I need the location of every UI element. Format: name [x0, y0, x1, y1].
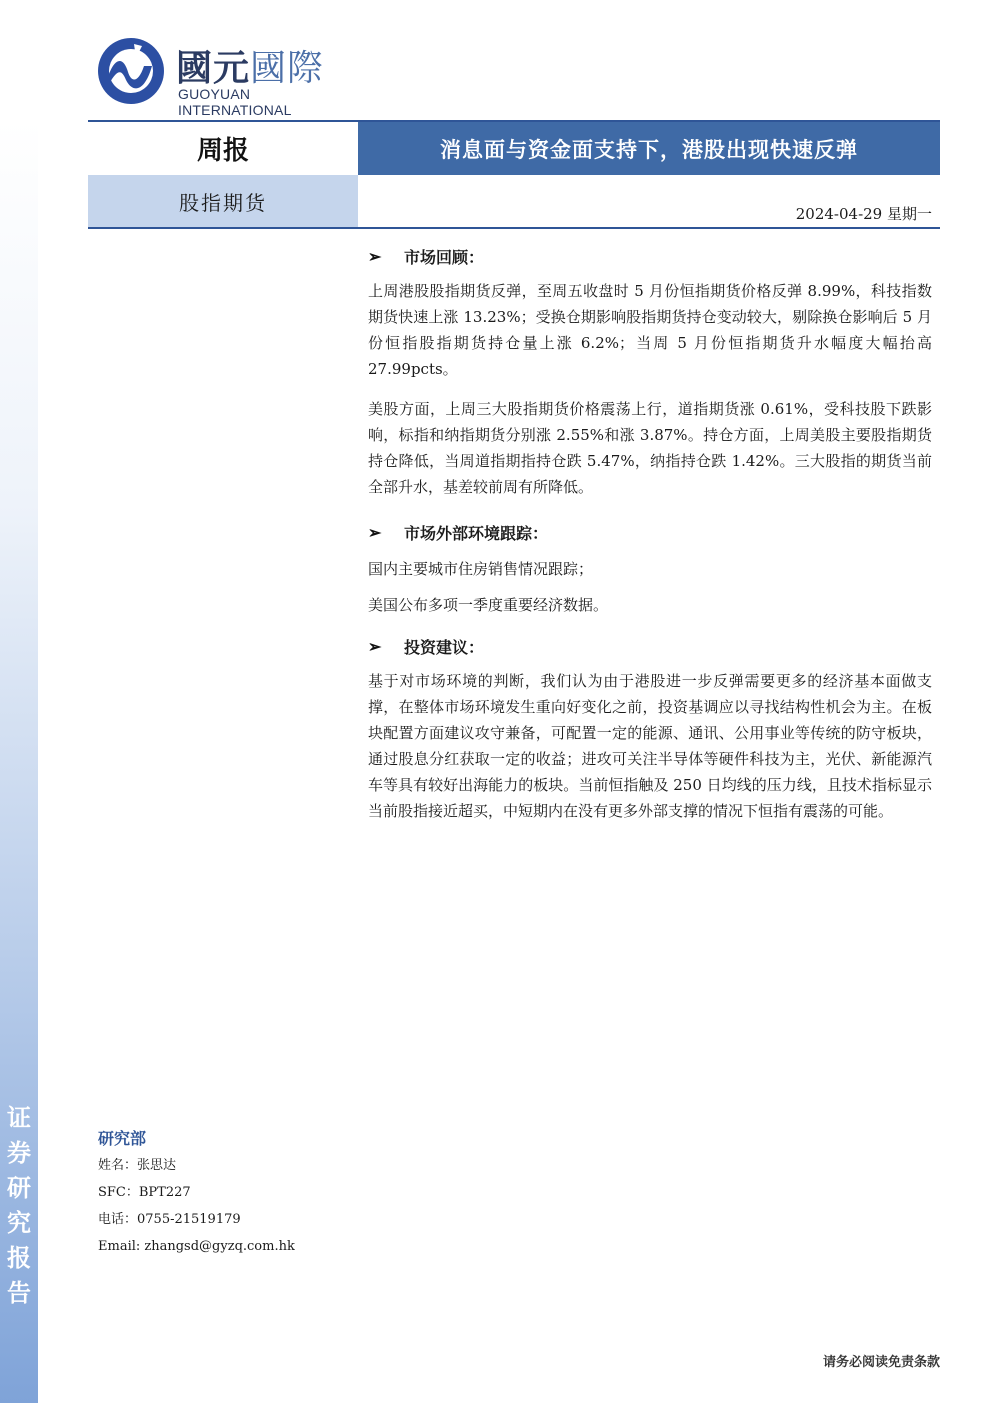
header-bottom-rule — [88, 227, 940, 229]
analyst-info — [98, 1126, 358, 1260]
section-heading-investment-advice — [368, 628, 932, 664]
arrow-bullet-icon: ➢ — [368, 522, 382, 542]
company-logo — [96, 36, 366, 118]
arrow-bullet-icon: ➢ — [368, 246, 382, 266]
analyst-department: 研究部 — [98, 1129, 147, 1148]
analyst-email[interactable]: Email: zhangsd@gyzq.com.hk — [98, 1239, 295, 1254]
report-date: 2024-04-29 星期一 — [795, 205, 932, 223]
logo-mark-icon — [96, 36, 166, 106]
paragraph: 美国公布多项一季度重要经济数据。 — [368, 596, 609, 614]
paragraph: 基于对市场环境的判断，我们认为由于港股进一步反弹需要更多的经济基本面做支撑，在整体市场环境发生重向好变化之前，投资基调应以寻找结构性机会为主。在板块配置方面建议攻守兼备，可配置一定的能源、通讯、公用事业等传统的防守板块，通过股息分红获取一定的收益；进攻可关注半导体等硬件科技为主，光伏、新能源汽车等具有较好出海能力的板块。当前恒指触及 250 日均线的压力线，且技术指标显示当前股指接近超买，中短期内在没有更多外部支撑的情况下恒指有震荡的可能。 — [368, 672, 932, 820]
logo-cn-part2: 國際 — [250, 48, 325, 89]
disclaimer-link[interactable]: 请务必阅读免责条款 — [822, 1355, 940, 1370]
arrow-bullet-icon: ➢ — [368, 636, 382, 656]
section-heading-external-environment — [368, 514, 932, 550]
logo-chinese-name — [176, 40, 324, 91]
section-heading-text: 市场回顾： — [404, 247, 485, 267]
analyst-sfc: SFC：BPT227 — [98, 1185, 191, 1200]
paragraph: 国内主要城市住房销售情况跟踪； — [368, 560, 594, 578]
logo-english-name: GUOYUAN INTERNATIONAL — [178, 86, 292, 118]
section-heading-market-review — [368, 238, 932, 274]
logo-cn-part1: 國元 — [176, 48, 251, 89]
paragraph: 上周港股股指期货反弹，至周五收盘时 5 月份恒指期货价格反弹 8.99%，科技指数期货快速上涨 13.23%；受换仓期影响股指期货持仓变动较大，剔除换仓影响后 5 月份恒指股指期货持仓量上涨 6.2%；当周 5 月份恒指期货升水幅度大幅抬高 27.99pcts。 — [368, 282, 932, 378]
analyst-name: 姓名：张思达 — [98, 1158, 177, 1173]
section-heading-text: 投资建议： — [404, 637, 485, 657]
analyst-phone: 电话：0755-21519179 — [98, 1212, 241, 1227]
side-label: 证 券 研 究 报 告 — [7, 1103, 31, 1307]
report-title: 消息面与资金面支持下，港股出现快速反弹 — [358, 122, 940, 175]
report-type: 周报 — [88, 122, 358, 175]
paragraph: 美股方面，上周三大股指期货价格震荡上行，道指期货涨 0.61%，受科技股下跌影响，标指和纳指期货分别涨 2.55%和涨 3.87%。持仓方面，上周美股主要股指期货持仓降低，当周道指期指持仓跌 5.47%，纳指持仓跌 1.42%。三大股指的期货当前全部升水，基差较前周有所降低。 — [368, 400, 932, 496]
report-body — [368, 238, 932, 838]
report-category: 股指期货 — [88, 175, 358, 228]
section-heading-text: 市场外部环境跟踪： — [404, 523, 549, 543]
